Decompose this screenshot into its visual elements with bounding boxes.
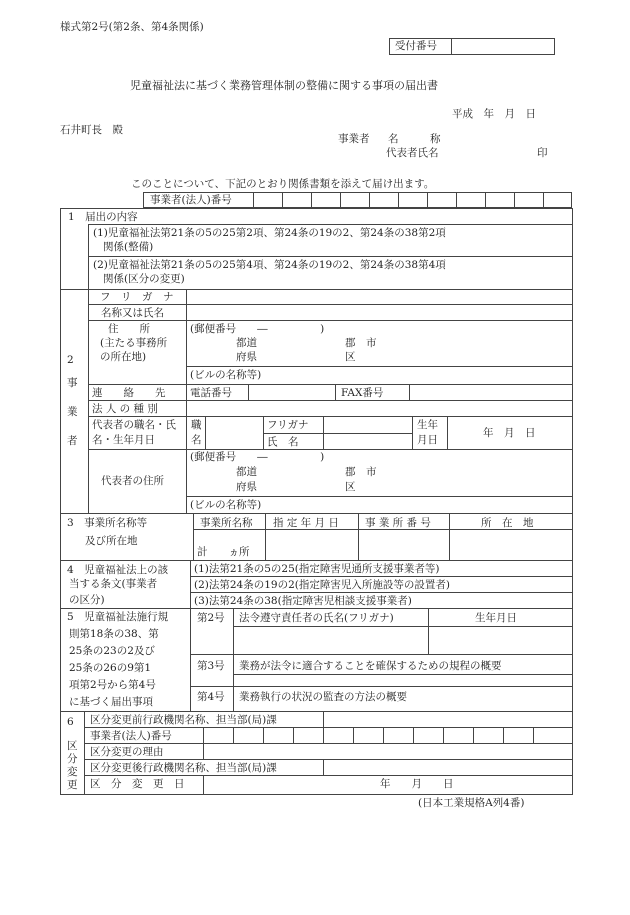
sender-role: 事業者 [338, 133, 370, 145]
s4-option-2[interactable]: (2)法第24条の19の2(指定障害児入所施設等の設置者) [194, 579, 450, 591]
intro-text: このことについて、下記のとおり関係書類を添えて届け出ます。 [131, 178, 435, 190]
receipt-number-label: 受付番号 [395, 40, 437, 52]
s5-no4-text: 業務執行の状況の監査の方法の概要 [239, 691, 407, 703]
s5-label-1: 5 児童福祉法施行規 [67, 611, 169, 623]
rep-shimei-label: 氏 名 [267, 436, 299, 448]
rep-address-label: 代表者の住所 [101, 475, 164, 487]
rep-furigana-label: フリガナ [267, 419, 309, 431]
address-label-3: の所在地) [100, 351, 147, 363]
s6-change-date-field[interactable]: 年 月 日 [380, 778, 454, 790]
address-label-1: 住 所 [108, 323, 150, 335]
addressee: 石井町長 殿 [60, 124, 123, 136]
s1-item2-line1[interactable]: (2)児童福祉法第21条の5の25第4項、第24条の19の2、第24条の38第4項 [93, 259, 446, 271]
s5-no2-birth: 生年月日 [475, 612, 517, 624]
s1-item1-line2: 関係(整備) [103, 241, 154, 253]
rep-postal-code[interactable]: (郵便番号 ― ) [190, 451, 325, 463]
s5-no4-label: 第4号 [197, 691, 225, 703]
form-number: 様式第2号(第2条、第4条関係) [60, 21, 204, 33]
s6-side-1: 区 [67, 740, 78, 752]
sender-name-label: 名 称 [388, 133, 441, 145]
document-title: 児童福祉法に基づく業務管理体制の整備に関する事項の届出書 [130, 79, 438, 92]
s1-label: 1 届出の内容 [68, 211, 138, 223]
s3-col-designation-date: 指 定 年 月 日 [273, 517, 339, 529]
gun-shi: 郡 市 [345, 337, 377, 349]
sender-rep-label: 代表者氏名 [386, 147, 439, 159]
shoku-2: 名 [191, 434, 202, 446]
building-name[interactable]: (ビルの名称等) [190, 369, 262, 381]
rep-title-label-1: 代表者の職名・氏 [92, 419, 176, 431]
ku: 区 [345, 351, 356, 363]
rep-gun-shi: 郡 市 [345, 466, 377, 478]
name-label: 名称又は氏名 [101, 307, 164, 319]
submission-date: 平成 年 月 日 [452, 108, 536, 120]
s6-operator-number-cells[interactable] [203, 727, 573, 743]
s5-no3-text: 業務が法令に適合することを確保するための規程の概要 [239, 660, 502, 672]
rep-todofuken-bottom: 府県 [236, 481, 257, 493]
receipt-number-field[interactable] [452, 39, 554, 54]
s2-side-3: 者 [67, 435, 78, 447]
rep-birthdate-field[interactable]: 年 月 日 [483, 427, 536, 439]
footer-jis-note: (日本工業規格A列4番) [418, 797, 525, 809]
s1-item2-line2: 関係(区分の変更) [103, 273, 185, 285]
s5-no3-label: 第3号 [197, 660, 225, 672]
s6-row-before-agency: 区分変更前行政機関名称、担当部(局)課 [90, 714, 277, 726]
s4-option-3[interactable]: (3)法第24条の38(指定障害児相談支援事業者) [194, 595, 412, 607]
s6-row-operator-number: 事業者(法人)番号 [90, 730, 172, 742]
s2-side-1: 事 [67, 377, 78, 389]
s5-label-3: 25条の23の2及び [69, 645, 155, 657]
s6-row-reason: 区分変更の理由 [90, 746, 164, 758]
s3-total-count[interactable]: 計 ヵ所 [197, 546, 250, 558]
s6-row-after-agency: 区分変更後行政機関名称、担当部(局)課 [90, 762, 277, 774]
s5-label-2: 則第18条の38、第 [69, 628, 159, 640]
rep-building-name[interactable]: (ビルの名称等) [190, 499, 262, 511]
s4-label-3: の区分) [69, 594, 105, 606]
s5-label-6: に基づく届出事項 [69, 696, 153, 708]
operator-number-cells[interactable] [253, 192, 572, 208]
s5-label-5: 項第2号から第4号 [69, 679, 156, 691]
operator-number-label: 事業者(法人)番号 [150, 194, 232, 206]
corp-type-label: 法 人 の 種 別 [92, 403, 158, 415]
s6-number: 6 [67, 716, 74, 728]
birth-label-1: 生年 [417, 419, 438, 431]
s3-col-office-number: 事 業 所 番 号 [365, 517, 431, 529]
furigana-label: フ リ ガ ナ [100, 291, 174, 303]
s4-label-1: 4 児童福祉法上の該 [67, 564, 169, 576]
address-label-2: (主たる事務所 [100, 337, 168, 349]
s2-side-2: 業 [67, 406, 78, 418]
s5-no2-text: 法令遵守責任者の氏名(フリガナ) [239, 612, 394, 624]
s6-side-4: 更 [67, 779, 78, 791]
todofuken-top: 都道 [236, 337, 257, 349]
postal-code[interactable]: (郵便番号 ― ) [190, 323, 325, 335]
s6-side-3: 変 [67, 766, 78, 778]
rep-todofuken-top: 都道 [236, 466, 257, 478]
fax-label: FAX番号 [341, 387, 384, 399]
s1-item1-line1[interactable]: (1)児童福祉法第21条の5の25第2項、第24条の19の2、第24条の38第2項 [93, 227, 446, 239]
seal-mark: 印 [537, 147, 548, 159]
s3-label-1: 3 事業所名称等 [67, 517, 148, 529]
rep-title-label-2: 名・生年月日 [92, 434, 155, 446]
s6-row-change-date: 区 分 変 更 日 [90, 778, 185, 790]
todofuken-bottom: 府県 [236, 351, 257, 363]
shoku-1: 職 [191, 419, 202, 431]
s5-label-4: 25条の26の9第1 [69, 662, 152, 674]
s5-no2-label: 第2号 [197, 612, 225, 624]
rep-ku: 区 [345, 481, 356, 493]
s4-option-1[interactable]: (1)法第21条の5の25(指定障害児通所支援事業者等) [194, 563, 440, 575]
contact-label: 連 絡 先 [92, 387, 166, 399]
s6-side-2: 分 [67, 753, 78, 765]
s3-col-location: 所 在 地 [481, 517, 534, 529]
tel-label: 電話番号 [190, 387, 232, 399]
s3-label-2: 及び所在地 [85, 535, 138, 547]
birth-label-2: 月日 [417, 434, 438, 446]
s3-col-office-name: 事業所名称 [200, 517, 253, 529]
s4-label-2: 当する条文(事業者 [69, 578, 158, 590]
s2-number: 2 [67, 354, 74, 366]
